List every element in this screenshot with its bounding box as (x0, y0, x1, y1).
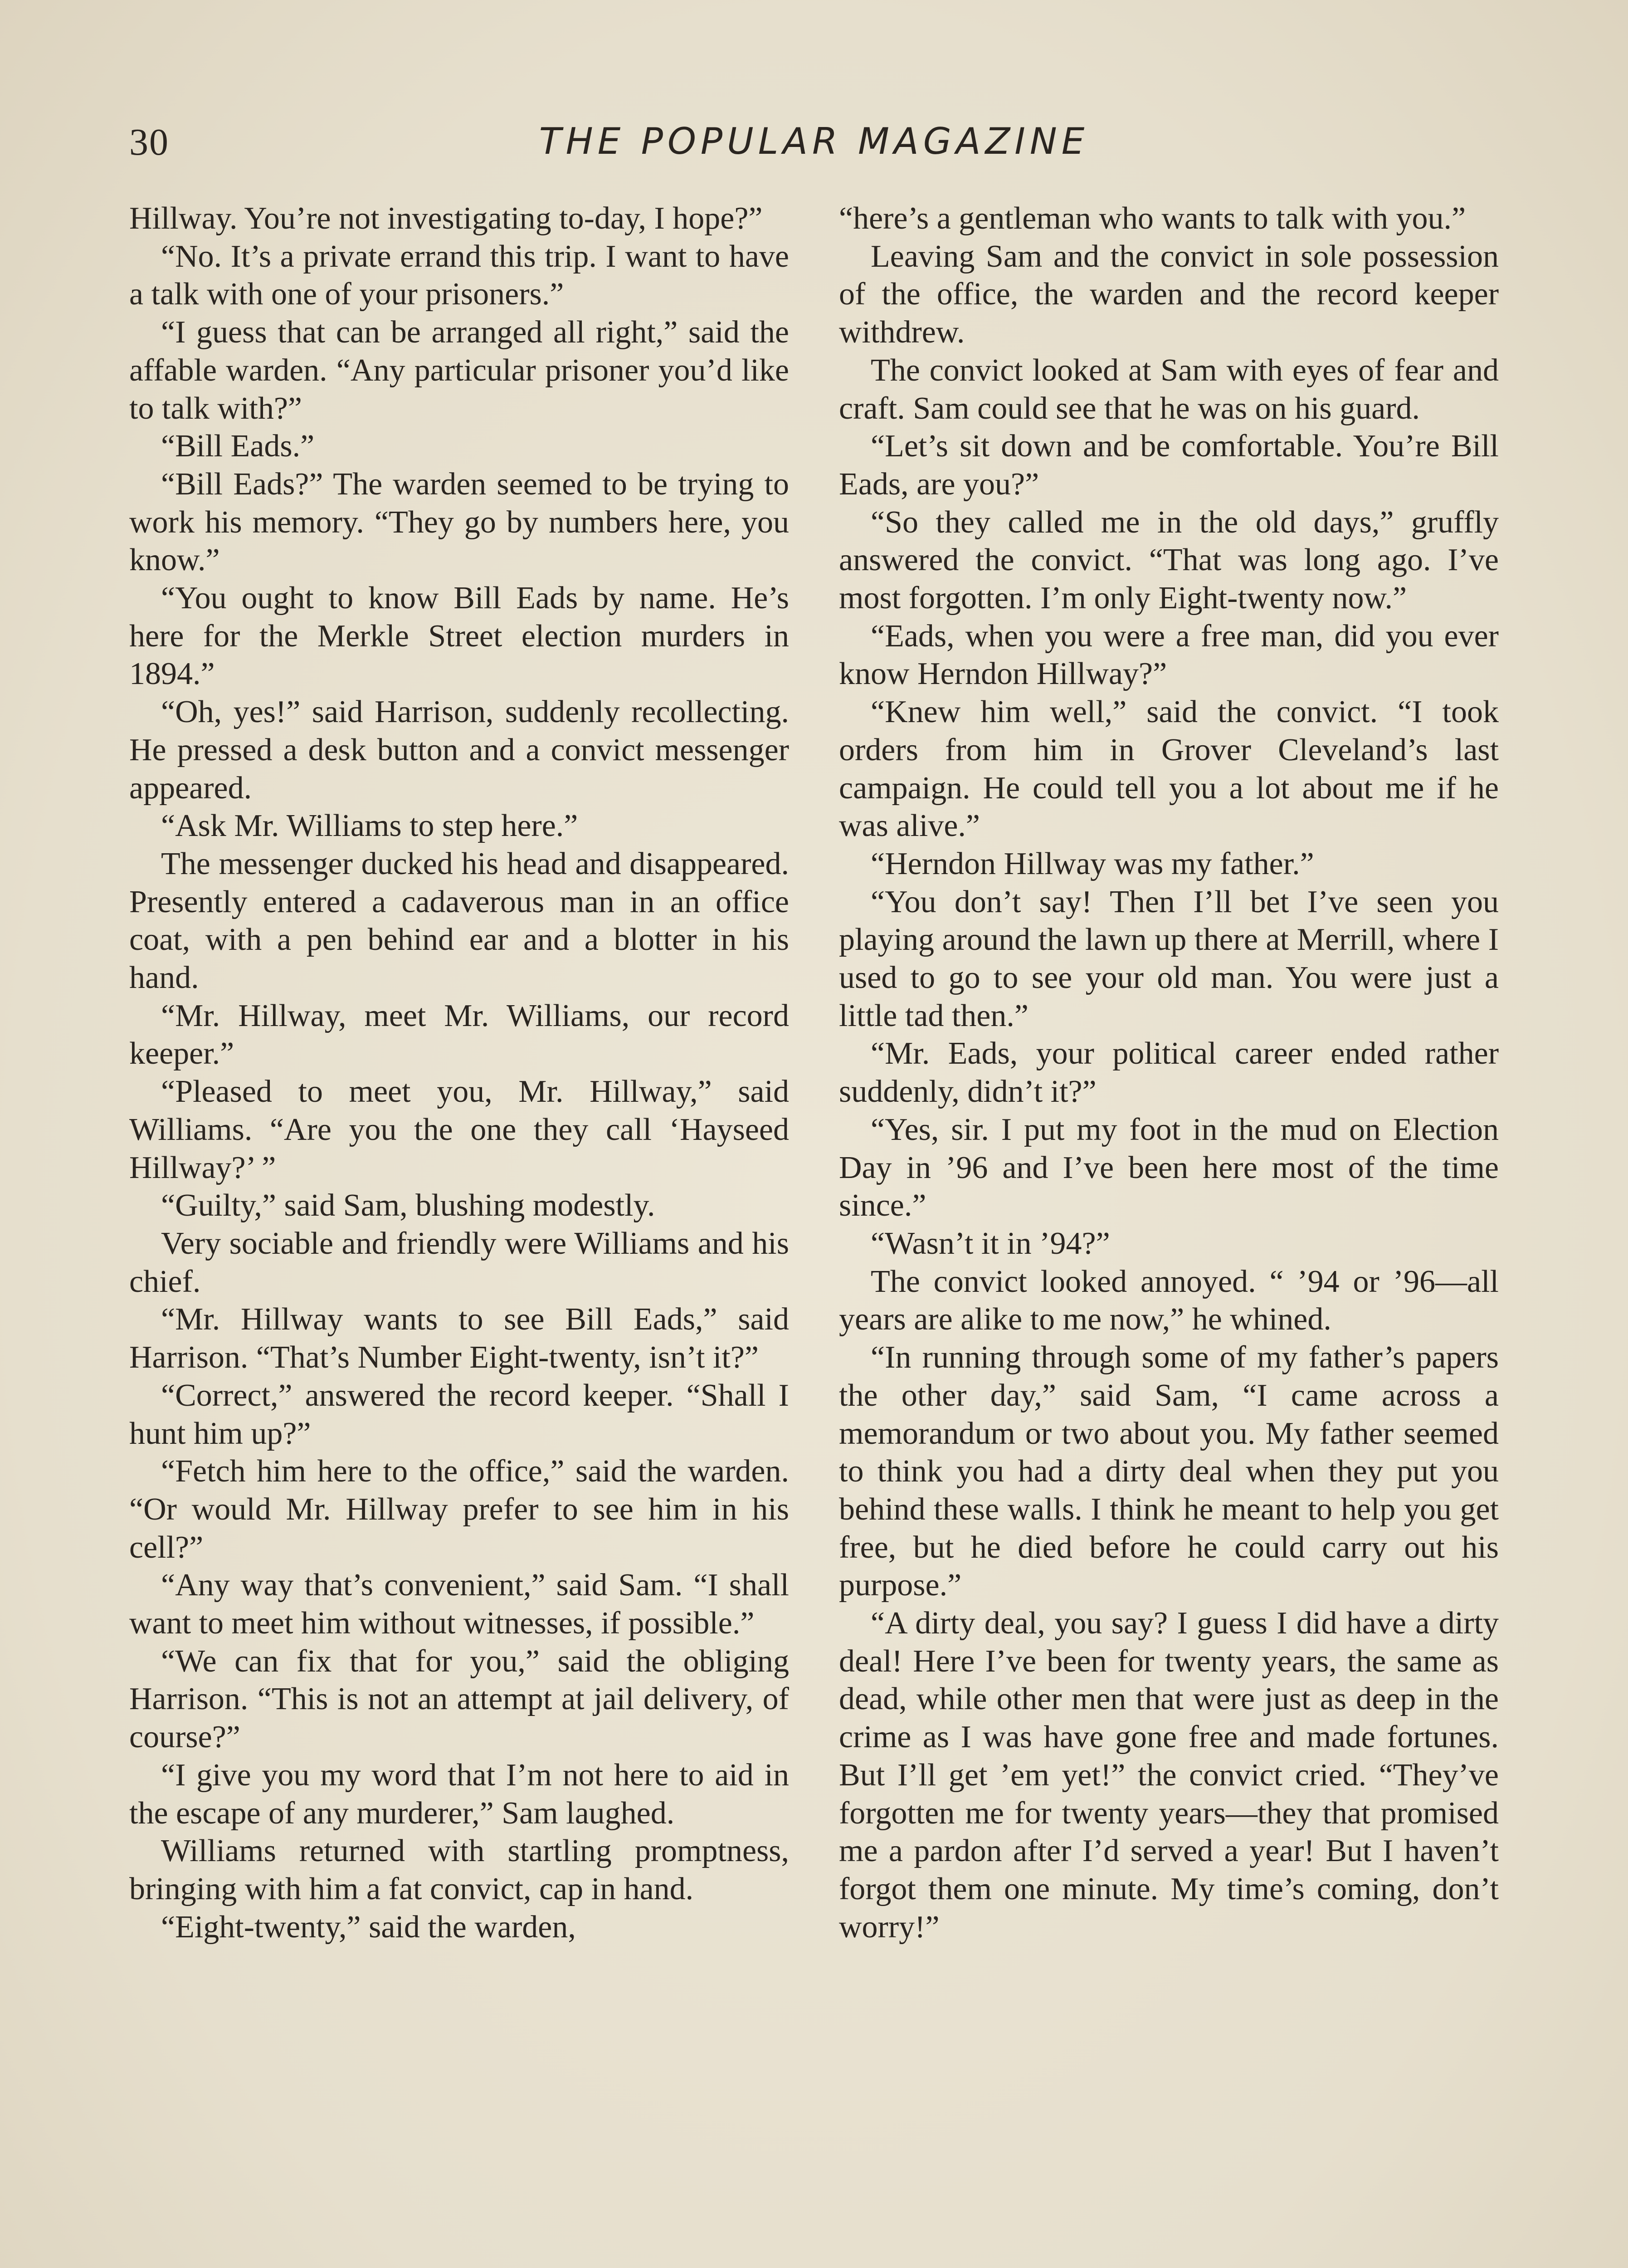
paragraph: Hillway. You’re not investigating to-day, I hope?” (129, 201, 763, 236)
paragraph: “Eight-twenty,” said the warden, (161, 1909, 576, 1945)
paragraph: The convict looked annoyed. “ ’94 or ’96—all years are alike to me now,” he whined. (839, 1264, 1499, 1337)
paragraph: The messenger ducked his head and disappeared. Presently entered a cadaverous man in an office coat, with a pen behind ear and a blotter in his hand. (129, 846, 789, 996)
paragraph: “You don’t say! Then I’ll bet I’ve seen you playing around the lawn up there at Merrill, where I used to go to see your old man. You were just a little tad then.” (839, 884, 1499, 1033)
paragraph: “Correct,” answered the record keeper. “Shall I hunt him up?” (129, 1378, 789, 1451)
paragraph: “Bill Eads?” The warden seemed to be trying to work his memory. “They go by numbers here, you know.” (129, 466, 789, 578)
paragraph: “Knew him well,” said the convict. “I took orders from him in Grover Cleveland’s last campaign. He could tell you a lot about me if he was alive.” (839, 694, 1499, 844)
paragraph: “Ask Mr. Williams to step here.” (161, 808, 578, 844)
paragraph: “here’s a gentleman who wants to talk with you.” (839, 201, 1466, 236)
paragraph: “Pleased to meet you, Mr. Hillway,” said Williams. “Are you the one they call ‘Hayseed Hillway?’ ” (129, 1074, 789, 1185)
running-title: THE POPULAR MAGAZINE (539, 120, 1089, 162)
paragraph: “Bill Eads.” (161, 429, 315, 464)
page-header (129, 120, 1499, 170)
paragraph: “Fetch him here to the office,” said the warden. “Or would Mr. Hillway prefer to see him in his cell?” (129, 1454, 789, 1565)
page-number: 30 (129, 121, 169, 163)
paragraph: “So they called me in the old days,” gruffly answered the convict. “That was long ago. I’ve most forgotten. I’m only Eight-twenty now.” (839, 504, 1499, 616)
paragraph: Very sociable and friendly were Williams and his chief. (129, 1226, 789, 1299)
paragraph: “Mr. Eads, your political career ended rather suddenly, didn’t it?” (839, 1036, 1499, 1110)
left-column (129, 200, 789, 2268)
paragraph: “Oh, yes!” said Harrison, suddenly recollecting. He pressed a desk button and a convict messenger appeared. (129, 694, 789, 806)
paragraph: “No. It’s a private errand this trip. I want to have a talk with one of your prisoners.” (129, 239, 789, 312)
paragraph: “I guess that can be arranged all right,” said the affable warden. “Any particular prisoner you’d like to talk with?” (129, 315, 789, 426)
paragraph: “We can fix that for you,” said the obliging Harrison. “This is not an attempt at jail delivery, of course?” (129, 1643, 789, 1755)
paragraph: Williams returned with startling promptness, bringing with him a fat convict, cap in hand. (129, 1833, 789, 1906)
paragraph: “Eads, when you were a free man, did you ever know Herndon Hillway?” (839, 618, 1499, 692)
paragraph: “Yes, sir. I put my foot in the mud on Election Day in ’96 and I’ve been here most of the time since.” (839, 1112, 1499, 1223)
paragraph: “I give you my word that I’m not here to aid in the escape of any murderer,” Sam laughed. (129, 1757, 789, 1831)
paragraph: The convict looked at Sam with eyes of fear and craft. Sam could see that he was on his guard. (839, 352, 1499, 426)
text-columns (129, 200, 1499, 2268)
paragraph: “Let’s sit down and be comfortable. You’re Bill Eads, are you?” (839, 429, 1499, 502)
paragraph: “Wasn’t it in ’94?” (871, 1226, 1110, 1261)
paragraph: “Mr. Hillway, meet Mr. Williams, our record keeper.” (129, 998, 789, 1071)
paragraph: “Any way that’s convenient,” said Sam. “I shall want to meet him without witnesses, if possible.” (129, 1568, 789, 1641)
paragraph: “Guilty,” said Sam, blushing modestly. (161, 1188, 655, 1223)
paragraph: “A dirty deal, you say? I guess I did have a dirty deal! Here I’ve been for twenty years, the same as dead, while other men that were just as deep in the crime as I was have gone free and made fortunes. But I’ll get ’em yet!” the convict cried. “They’ve forgotten me for twenty years—they that promised me a pardon after I’d served a year! But I haven’t forgot them one minute. My time’s coming, don’t worry!” (839, 1606, 1499, 1945)
paragraph: “Mr. Hillway wants to see Bill Eads,” said Harrison. “That’s Number Eight-twenty, isn’t it?” (129, 1302, 789, 1375)
right-column (839, 200, 1499, 2268)
paragraph: “Herndon Hillway was my father.” (871, 846, 1314, 881)
paragraph: “In running through some of my father’s papers the other day,” said Sam, “I came across a memorandum or two about you. My father seemed to think you had a dirty deal when they put you behind these walls. I think he meant to help you get free, but he died before he could carry out his purpose.” (839, 1340, 1499, 1603)
paragraph: Leaving Sam and the convict in sole possession of the office, the warden and the record keeper withdrew. (839, 239, 1499, 350)
paragraph: “You ought to know Bill Eads by name. He’s here for the Merkle Street election murders in 1894.” (129, 581, 789, 692)
